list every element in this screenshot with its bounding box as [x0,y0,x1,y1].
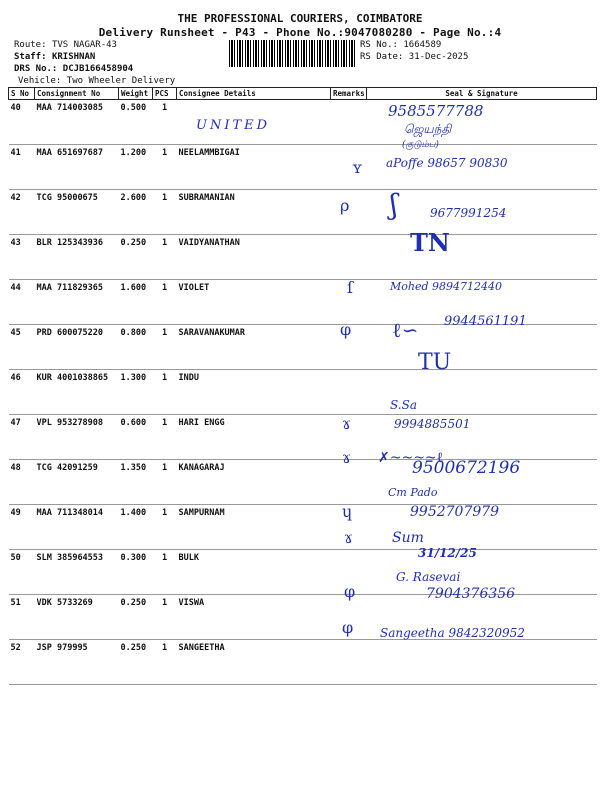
pcs: 1 [153,505,177,550]
consignee: KANAGARAJ [177,460,331,505]
signature-47-line1: S.Sa [390,398,417,412]
signature-46: TU [418,350,452,375]
col-remarks: Remarks [331,88,367,100]
consignee: VIOLET [177,280,331,325]
col-pcs: PCS [153,88,177,100]
weight: 0.800 [119,325,153,370]
signature-52: Sangeetha 9842320952 [380,626,525,640]
vehicle-info [18,76,175,86]
col-sno: S No [9,88,35,100]
consignee: INDU [177,370,331,415]
col-signature: Seal & Signature [367,88,597,100]
remark-mark-51: φ [344,582,356,601]
consignment-no: SLM 385964553 [35,550,119,595]
signature-40-line2: ஜெயந்தி [404,122,452,136]
rs-date-info [360,52,468,62]
signature-45: 9944561191 [444,314,527,329]
consignee: VISWA [177,595,331,640]
weight: 0.250 [119,235,153,280]
consignment-no: MAA 711829365 [35,280,119,325]
col-weight: Weight [119,88,153,100]
weight: 0.500 [119,100,153,145]
consignment-no: MAA 711348014 [35,505,119,550]
remark-mark-49: ɥ [342,502,353,521]
sno: 51 [9,595,35,640]
route-label: Route: [14,40,47,50]
consignee: VAIDYANATHAN [177,235,331,280]
remarks [331,100,367,145]
consignment-no: BLR 125343936 [35,235,119,280]
sno: 41 [9,145,35,190]
remark-mark-44: ſ [347,278,353,297]
pcs: 1 [153,595,177,640]
pcs: 1 [153,280,177,325]
remarks [331,370,367,415]
company-title: THE PROFESSIONAL COURIERS, COIMBATORE [177,12,423,25]
signature-41: aPoffe 98657 90830 [386,156,508,170]
remarks [331,235,367,280]
table-row [9,505,597,550]
consignment-no: TCG 95000675 [35,190,119,235]
remark-mark-41: ʏ [352,158,363,177]
col-consignee: Consignee Details [177,88,331,100]
sno: 48 [9,460,35,505]
consignment-no: KUR 4001038865 [35,370,119,415]
rs-no-value: 1664589 [403,40,442,50]
remarks [331,640,367,685]
signature-51-line2: 7904376356 [426,586,516,602]
weight: 2.600 [119,190,153,235]
signature-51-line1: G. Rasevai [396,570,461,584]
sno: 44 [9,280,35,325]
staff-value: KRISHNAN [51,52,96,62]
pcs: 1 [153,325,177,370]
rs-date-label: RS Date: [360,52,404,62]
consignee: SANGEETHA [177,640,331,685]
pcs: 1 [153,235,177,280]
weight: 0.300 [119,550,153,595]
vehicle-label: Vehicle: [18,76,62,86]
remark-mark-50: ɤ [344,528,354,547]
signature-50-line1: Sum [392,530,424,546]
sno: 42 [9,190,35,235]
scribble-48: ✗~~~~ℓ [378,450,444,466]
pcs: 1 [153,460,177,505]
rs-no-info [360,40,441,50]
consignment-no: VPL 953278908 [35,415,119,460]
consignee: HARI ENGG [177,415,331,460]
remark-mark-45: φ [340,320,352,339]
remark-mark-48: ɤ [342,448,352,467]
consignment-no: VDK 5733269 [35,595,119,640]
drs-value: DCJB166458904 [62,64,134,74]
table-row [9,100,597,145]
signature-49-line2: 9952707979 [410,504,500,520]
handwritten-consignee-40: UNITED [196,118,271,133]
signature-48: 9500672196 [412,458,521,478]
consignee: SAMPURNAM [177,505,331,550]
initial-mark-42: ʃ [390,188,398,221]
signature-cell [367,640,597,685]
route-value: TVS NAGAR-43 [51,40,117,50]
table-row [9,325,597,370]
signature-47-line2: 9994885501 [394,417,471,431]
remark-mark-52: φ [342,618,354,637]
consignee: NEELAMMBIGAI [177,145,331,190]
weight: 0.250 [119,595,153,640]
rs-no-label: RS No.: [360,40,398,50]
signature-49-line1: Cm Pado [388,486,438,499]
signature-42: 9677991254 [430,206,507,220]
barcode [229,40,355,67]
sno: 45 [9,325,35,370]
signature-43: TN [410,228,450,257]
weight: 1.600 [119,280,153,325]
sno: 49 [9,505,35,550]
table-header-row [9,88,597,100]
pcs: 1 [153,370,177,415]
weight: 1.200 [119,145,153,190]
consignee: SUBRAMANIAN [177,190,331,235]
consignee: BULK [177,550,331,595]
consignment-no: JSP 979995 [35,640,119,685]
signature-40-line1: 9585577788 [388,102,484,120]
weight: 0.250 [119,640,153,685]
col-consignment: Consignment No [35,88,119,100]
sheet-title: Delivery Runsheet - P43 - Phone No.:9047080280 - Page No.:4 [98,26,502,39]
weight: 1.300 [119,370,153,415]
drs-info [14,64,133,74]
sno: 52 [9,640,35,685]
pcs: 1 [153,415,177,460]
pcs: 1 [153,145,177,190]
pcs: 1 [153,100,177,145]
scribble-45: ℓ∽ [392,318,419,342]
signature-40-line3: (குடும்ப) [402,140,439,150]
vehicle-value: Two Wheeler Delivery [66,76,176,86]
sno: 40 [9,100,35,145]
table-row [9,370,597,415]
drs-label: DRS No.: [14,64,58,74]
rs-date-value: 31-Dec-2025 [408,52,469,62]
weight: 1.350 [119,460,153,505]
pcs: 1 [153,550,177,595]
staff-info [14,52,95,62]
consignment-no: PRD 600075220 [35,325,119,370]
table-row [9,640,597,685]
consignment-no: MAA 714003085 [35,100,119,145]
weight: 0.600 [119,415,153,460]
signature-cell [367,235,597,280]
sno: 43 [9,235,35,280]
consignee: SARAVANAKUMAR [177,325,331,370]
remark-mark-42: ρ [340,196,350,215]
remark-mark-47: ɤ [342,414,352,433]
table-row [9,190,597,235]
weight: 1.400 [119,505,153,550]
consignment-no: MAA 651697687 [35,145,119,190]
sno: 50 [9,550,35,595]
table-row [9,235,597,280]
staff-label: Staff: [14,52,47,62]
pcs: 1 [153,640,177,685]
consignment-no: TCG 42091259 [35,460,119,505]
sno: 46 [9,370,35,415]
signature-44: Mohed 9894712440 [390,280,503,293]
route-info [14,40,117,50]
sno: 47 [9,415,35,460]
pcs: 1 [153,190,177,235]
table-row [9,145,597,190]
signature-50-line2: 31/12/25 [418,546,477,560]
table-row [9,415,597,460]
